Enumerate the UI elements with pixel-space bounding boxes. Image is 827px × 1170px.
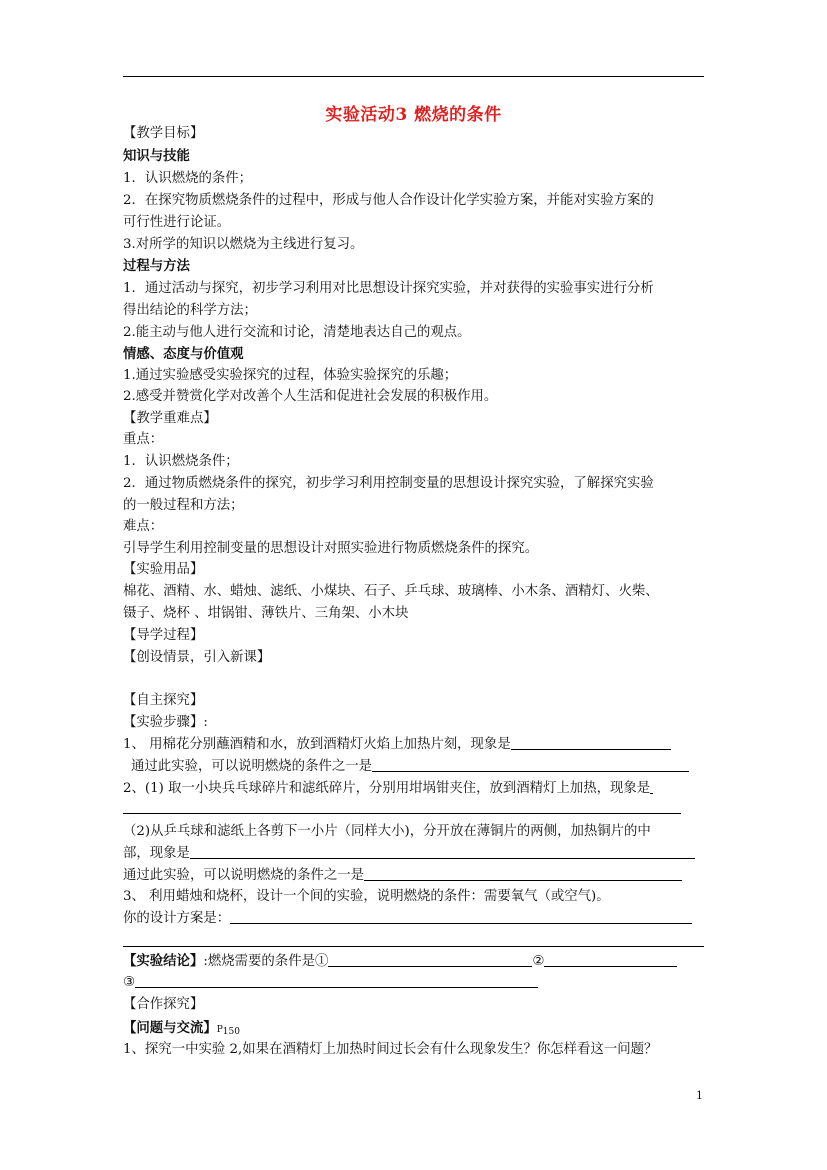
key-item-1: 1．认识燃烧条件； [123,454,239,469]
question-1: 1、探究一中实验 2,如果在酒精灯上加热时间过长会有什么现象发生？你怎样看这一问题？ [123,1042,658,1057]
step-2-2-line-b [123,844,695,864]
step-2-conclusion-line [123,866,682,886]
section-key-points: 【教学重难点】 [123,411,217,426]
qa-heading-line [123,1018,240,1042]
key-item-2b: 的一般过程和方法； [123,498,244,513]
step-1-conclusion-text: 通过此实验，可以说明燃烧的条件之一是 [131,759,373,774]
step-3-design-text: 你的设计方案是： [123,911,231,926]
conclusion-label: 【实验结论】 [123,953,204,969]
header-rule [123,76,704,77]
section-materials: 【实验用品】 [123,562,204,577]
knowledge-item-2a: 2．在探究物质燃烧条件的过程中，形成与他人合作设计化学实验方案，并能对实验方案的 [123,193,654,208]
process-item-1b: 得出结论的科学方法； [123,303,257,318]
knowledge-item-2b: 可行性进行论证。 [123,215,231,230]
step-2-1-line [123,779,653,799]
step-1-text: 1、 用棉花分别蘸酒精和水，放到酒精灯火焰上加热片刻，现象是 [123,737,511,752]
heading-process-methods: 过程与方法 [123,258,190,274]
section-teaching-goals: 【教学目标】 [123,126,204,141]
heading-knowledge-skills: 知识与技能 [123,148,190,164]
materials-line-1: 棉花、酒精、水、蜡烛、滤纸、小煤块、石子、乒乓球、玻璃棒、小木条、酒精灯、火柴、 [123,584,659,599]
step-3-line: 3、 利用蜡烛和烧杯，设计一个间的实验，说明燃烧的条件：需要氧气（或空气)。 [123,889,610,904]
knowledge-item-1: 1．认识燃烧的条件； [123,171,253,186]
emotion-item-1: 1.通过实验感受实验探究的过程，体验实验探究的乐趣； [123,368,458,383]
conclusion-line-3 [123,973,538,993]
qa-page-ref-p: P [216,1025,223,1035]
step-2-conclusion-text: 通过此实验，可以说明燃烧的条件之一是 [123,868,365,883]
process-item-1a: 1．通过活动与探究，初步学习利用对比思想设计探究实验，并对获得的实验事实进行分析 [123,281,654,296]
document-title: 实验活动3 燃烧的条件 [325,105,502,125]
difficulty-item-1: 引导学生利用控制变量的思想设计对照实验进行物质燃烧条件的探究。 [123,541,539,556]
emotion-item-2: 2.感受并赞赏化学对改善个人生活和促进社会发展的积极作用。 [123,389,498,404]
heading-emotion-values: 情感、态度与价值观 [123,346,244,362]
step-2-2-answer-blank[interactable] [190,844,695,859]
step-3-design-line [123,909,692,929]
step-2-1-answer-line[interactable] [123,813,681,814]
step-1-line [123,735,671,755]
conclusion-blank-1[interactable] [328,952,532,967]
conclusion-blank-3[interactable] [135,973,538,988]
conclusion-text: :燃烧需要的条件是① [203,954,329,969]
step-2-conclusion-blank[interactable] [364,866,682,881]
conclusion-marker-2: ② [532,954,545,969]
section-cooperative-inquiry: 【合作探究】 [123,997,204,1012]
conclusion-marker-3: ③ [123,975,136,990]
step-3-design-blank[interactable] [230,909,692,924]
step-1-conclusion-line [131,757,689,777]
difficulty-label: 难点： [123,519,164,534]
conclusion-blank-2[interactable] [544,952,677,967]
step-3-design-answer-line[interactable] [123,946,704,947]
section-questions-exchange: 【问题与交流】 [123,1020,217,1036]
qa-page-ref-number: 150 [222,1027,240,1037]
step-1-conclusion-blank[interactable] [372,757,689,772]
step-2-2-line-a: （2)从乒乓球和滤纸上各剪下一小片（同样大小)，分开放在薄铜片的两侧，加热铜片的中 [123,824,651,839]
conclusion-line [123,951,677,972]
step-2-2-text: 部，现象是 [123,846,190,861]
section-scenario-intro: 【创设情景，引入新课】 [123,650,271,665]
materials-line-2: 镊子、烧杯 、坩锅钳、薄铁片、三角架、小木块 [123,606,409,621]
section-guided-process: 【导学过程】 [123,628,204,643]
process-item-2: 2.能主动与他人进行交流和讨论，清楚地表达自己的观点。 [123,325,471,340]
section-experiment-steps: 【实验步骤】: [123,715,208,730]
page-number: 1 [696,1089,703,1102]
key-label: 重点： [123,432,164,447]
step-2-1-answer-blank[interactable] [650,779,653,794]
key-item-2a: 2．通过物质燃烧条件的探究，初步学习利用控制变量的思想设计探究实验，了解探究实验 [123,476,654,491]
step-1-answer-blank[interactable] [511,735,671,750]
knowledge-item-3: 3.对所学的知识以燃烧为主线进行复习。 [123,237,364,252]
step-2-1-text: 2、(1) 取一小块兵乓球碎片和滤纸碎片，分别用坩埚钳夹住，放到酒精灯上加热，现象是 [123,781,651,796]
section-self-inquiry: 【自主探究】 [123,693,204,708]
